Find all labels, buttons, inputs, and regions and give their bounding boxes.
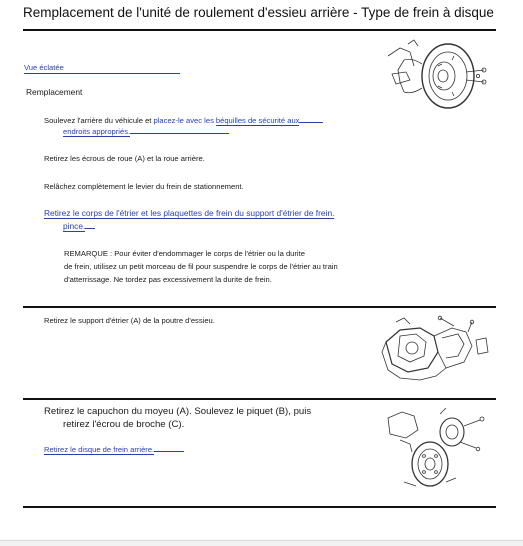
remove-caliper-link[interactable]: Retirez le corps de l'étrier et les plaquettes de frein du support d'étrier de frein. — [44, 208, 335, 218]
safety-stands-link[interactable]: béquilles de sécurité aux — [215, 116, 300, 125]
pince-link[interactable]: pince. — [63, 221, 86, 231]
step-raise-vehicle-cont — [63, 126, 229, 137]
locations-link[interactable]: endroits appropriés. — [63, 127, 131, 136]
step-raise-vehicle — [44, 115, 374, 126]
brake-disc-illustration — [380, 404, 492, 496]
divider — [23, 506, 496, 508]
step-remove-wheel: Retirez les écrous de roue (A) et la roue arrière. — [44, 154, 205, 163]
section-heading: Remplacement — [26, 87, 83, 97]
divider — [23, 29, 496, 31]
step-line: Retirez le capuchon du moyeu (A). Soulevez le piquet (B), puis — [44, 406, 312, 417]
step-remove-caliper-cont — [63, 220, 95, 232]
remove-disc-link[interactable]: Retirez le disque de frein arrière. — [44, 445, 155, 454]
step-line: retirez l'écrou de broche (C). — [63, 419, 185, 430]
step-remove-caliper-bracket: Retirez le support d'étrier (A) de la poutre d'essieu. — [44, 316, 215, 325]
step-release-parking-brake: Relâchez complètement le levier du frein de stationnement. — [44, 182, 244, 191]
note-line: de frein, utilisez un petit morceau de fil pour suspendre le corps de l'étrier au train — [64, 262, 338, 271]
page-title: Remplacement de l'unité de roulement d'essieu arrière - Type de frein à disque — [23, 5, 494, 20]
wheel-hub-illustration — [380, 36, 492, 114]
step-remove-caliper — [44, 207, 334, 219]
remove-disc-link-wrap — [44, 444, 184, 455]
step-remove-hub-cap — [44, 405, 311, 431]
viewer-bottom-edge — [0, 540, 523, 546]
note-block — [64, 248, 384, 285]
note-line: REMARQUE : Pour éviter d'endommager le corps de l'étrier ou la durite — [64, 249, 305, 258]
place-link[interactable]: placez-le avec les — [153, 116, 214, 125]
divider — [23, 398, 496, 400]
step-text: Soulevez l'arrière du véhicule et — [44, 116, 154, 125]
divider — [23, 306, 496, 308]
exploded-view-link[interactable]: Vue éclatée — [24, 62, 180, 74]
note-line: d'atterrissage. Ne tordez pas excessivement la durite de frein. — [64, 275, 272, 284]
brake-caliper-illustration — [380, 312, 492, 386]
exploded-view-link-wrap — [24, 62, 180, 74]
